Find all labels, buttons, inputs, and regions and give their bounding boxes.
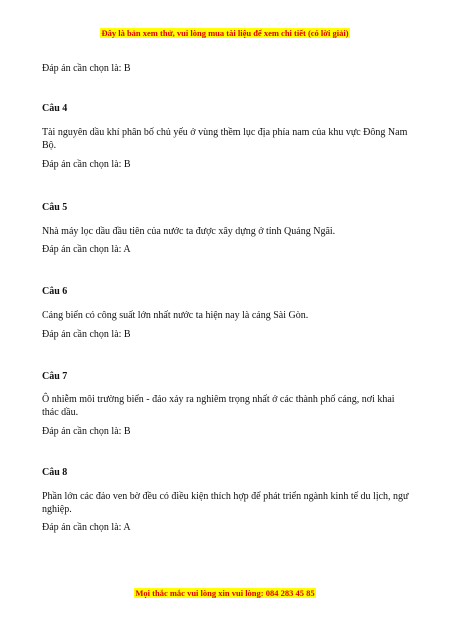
question-text: Ô nhiễm môi trường biển - đảo xảy ra nghiêm trọng nhất ở các thành phố cảng, nơi khai thác dầu.	[42, 394, 395, 418]
question-title: Câu 6	[42, 286, 68, 297]
answer-line: Đáp án cần chọn là: B	[42, 159, 131, 170]
footer-notice-text: Mọi thắc mắc vui lòng xin vui lòng: 084 283 45 85	[135, 588, 315, 598]
question-text: Tài nguyên dầu khí phân bố chủ yếu ở vùng thềm lục địa phía nam của khu vực Đông Nam Bộ.	[42, 127, 408, 151]
answer-line: Đáp án cần chọn là: A	[42, 522, 131, 533]
question-title: Câu 4	[42, 103, 68, 114]
answer-line: Đáp án cần chọn là: A	[42, 244, 131, 255]
question-text: Cảng biển có công suất lớn nhất nước ta hiện nay là cảng Sài Gòn.	[42, 310, 309, 321]
answer-line: Đáp án cần chọn là: B	[42, 426, 131, 437]
question-text: Phần lớn các đảo ven bờ đều có điều kiện thích hợp để phát triển ngành kinh tế du lịch, ngư nghiệp.	[42, 491, 409, 515]
question-title: Câu 8	[42, 467, 68, 478]
header-notice	[0, 28, 450, 39]
question-text: Nhà máy lọc dầu đầu tiên của nước ta được xây dựng ở tỉnh Quảng Ngãi.	[42, 226, 336, 237]
answer-line: Đáp án cần chọn là: B	[42, 329, 131, 340]
question-title: Câu 7	[42, 371, 68, 382]
question-title: Câu 5	[42, 202, 68, 213]
footer-notice	[0, 588, 450, 599]
header-notice-text: Đây là bản xem thử, vui lòng mua tài liệu để xem chi tiết (có lời giải)	[101, 28, 349, 38]
answer-line: Đáp án cần chọn là: B	[42, 63, 131, 74]
